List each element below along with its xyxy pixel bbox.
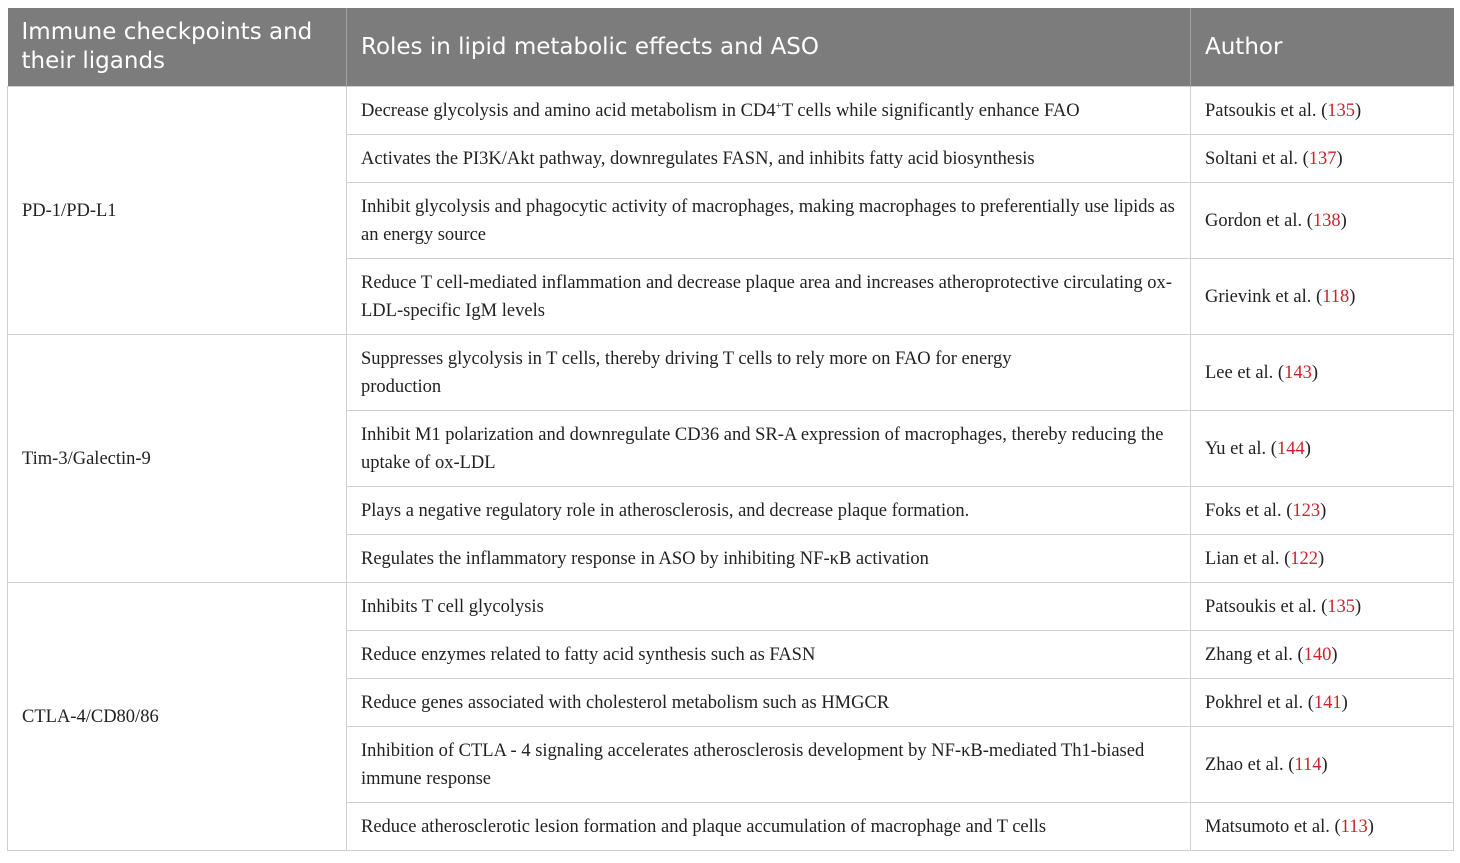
role-cell: Inhibition of CTLA - 4 signaling accelerates atherosclerosis development by NF-κB-mediated Th1-biased immune response: [347, 727, 1191, 803]
author-cell: Yu et al. (144): [1191, 411, 1454, 487]
role-cell: Reduce T cell-mediated inflammation and decrease plaque area and increases atheroprotective circulating ox-LDL-specific IgM levels: [347, 259, 1191, 335]
reference-link[interactable]: 118: [1322, 286, 1350, 307]
role-cell: Reduce atherosclerotic lesion formation and plaque accumulation of macrophage and T cells: [347, 803, 1191, 851]
table-row: [8, 583, 1454, 631]
role-cell: Inhibits T cell glycolysis: [347, 583, 1191, 631]
author-cell: Lee et al. (143): [1191, 335, 1454, 411]
author-cell: Zhao et al. (114): [1191, 727, 1454, 803]
author-cell: Foks et al. (123): [1191, 487, 1454, 535]
reference-link[interactable]: 138: [1312, 210, 1341, 231]
role-cell: Activates the PI3K/Akt pathway, downregulates FASN, and inhibits fatty acid biosynthesis: [347, 135, 1191, 183]
author-cell: Zhang et al. (140): [1191, 631, 1454, 679]
group-cell: PD-1/PD-L1: [8, 87, 347, 335]
author-cell: Matsumoto et al. (113): [1191, 803, 1454, 851]
header-checkpoints: Immune checkpoints and their ligands: [8, 8, 347, 87]
group-cell: Tim-3/Galectin-9: [8, 335, 347, 583]
author-cell: Patsoukis et al. (135): [1191, 583, 1454, 631]
role-cell: Plays a negative regulatory role in atherosclerosis, and decrease plaque formation.: [347, 487, 1191, 535]
role-cell: Inhibit glycolysis and phagocytic activity of macrophages, making macrophages to preferentially use lipids as an energy source: [347, 183, 1191, 259]
table-row: [8, 87, 1454, 135]
role-cell: Inhibit M1 polarization and downregulate CD36 and SR-A expression of macrophages, thereby reducing the uptake of ox-LDL: [347, 411, 1191, 487]
author-cell: Pokhrel et al. (141): [1191, 679, 1454, 727]
author-cell: Patsoukis et al. (135): [1191, 87, 1454, 135]
reference-link[interactable]: 143: [1284, 362, 1312, 383]
role-cell: Reduce genes associated with cholesterol metabolism such as HMGCR: [347, 679, 1191, 727]
reference-link[interactable]: 141: [1313, 692, 1342, 713]
reference-link[interactable]: 137: [1308, 148, 1337, 169]
author-cell: Grievink et al. (118): [1191, 259, 1454, 335]
reference-link[interactable]: 135: [1327, 596, 1356, 617]
reference-link[interactable]: 135: [1327, 100, 1356, 121]
header-roles: Roles in lipid metabolic effects and ASO: [347, 8, 1191, 87]
group-cell: CTLA-4/CD80/86: [8, 583, 347, 851]
reference-link[interactable]: 113: [1340, 816, 1368, 837]
role-cell: Regulates the inflammatory response in ASO by inhibiting NF-κB activation: [347, 535, 1191, 583]
reference-link[interactable]: 144: [1276, 438, 1305, 459]
role-cell: Reduce enzymes related to fatty acid synthesis such as FASN: [347, 631, 1191, 679]
role-cell: Suppresses glycolysis in T cells, thereby driving T cells to rely more on FAO for energy production: [347, 335, 1191, 411]
header-author: Author: [1191, 8, 1454, 87]
table-header-row: [8, 8, 1454, 87]
checkpoint-table: [7, 8, 1454, 851]
author-cell: Lian et al. (122): [1191, 535, 1454, 583]
reference-link[interactable]: 122: [1290, 548, 1319, 569]
table-row: [8, 335, 1454, 411]
author-cell: Gordon et al. (138): [1191, 183, 1454, 259]
reference-link[interactable]: 114: [1294, 754, 1322, 775]
reference-link[interactable]: 123: [1292, 500, 1321, 521]
role-cell: Decrease glycolysis and amino acid metabolism in CD4+T cells while significantly enhance FAO: [347, 87, 1191, 135]
reference-link[interactable]: 140: [1303, 644, 1332, 665]
author-cell: Soltani et al. (137): [1191, 135, 1454, 183]
